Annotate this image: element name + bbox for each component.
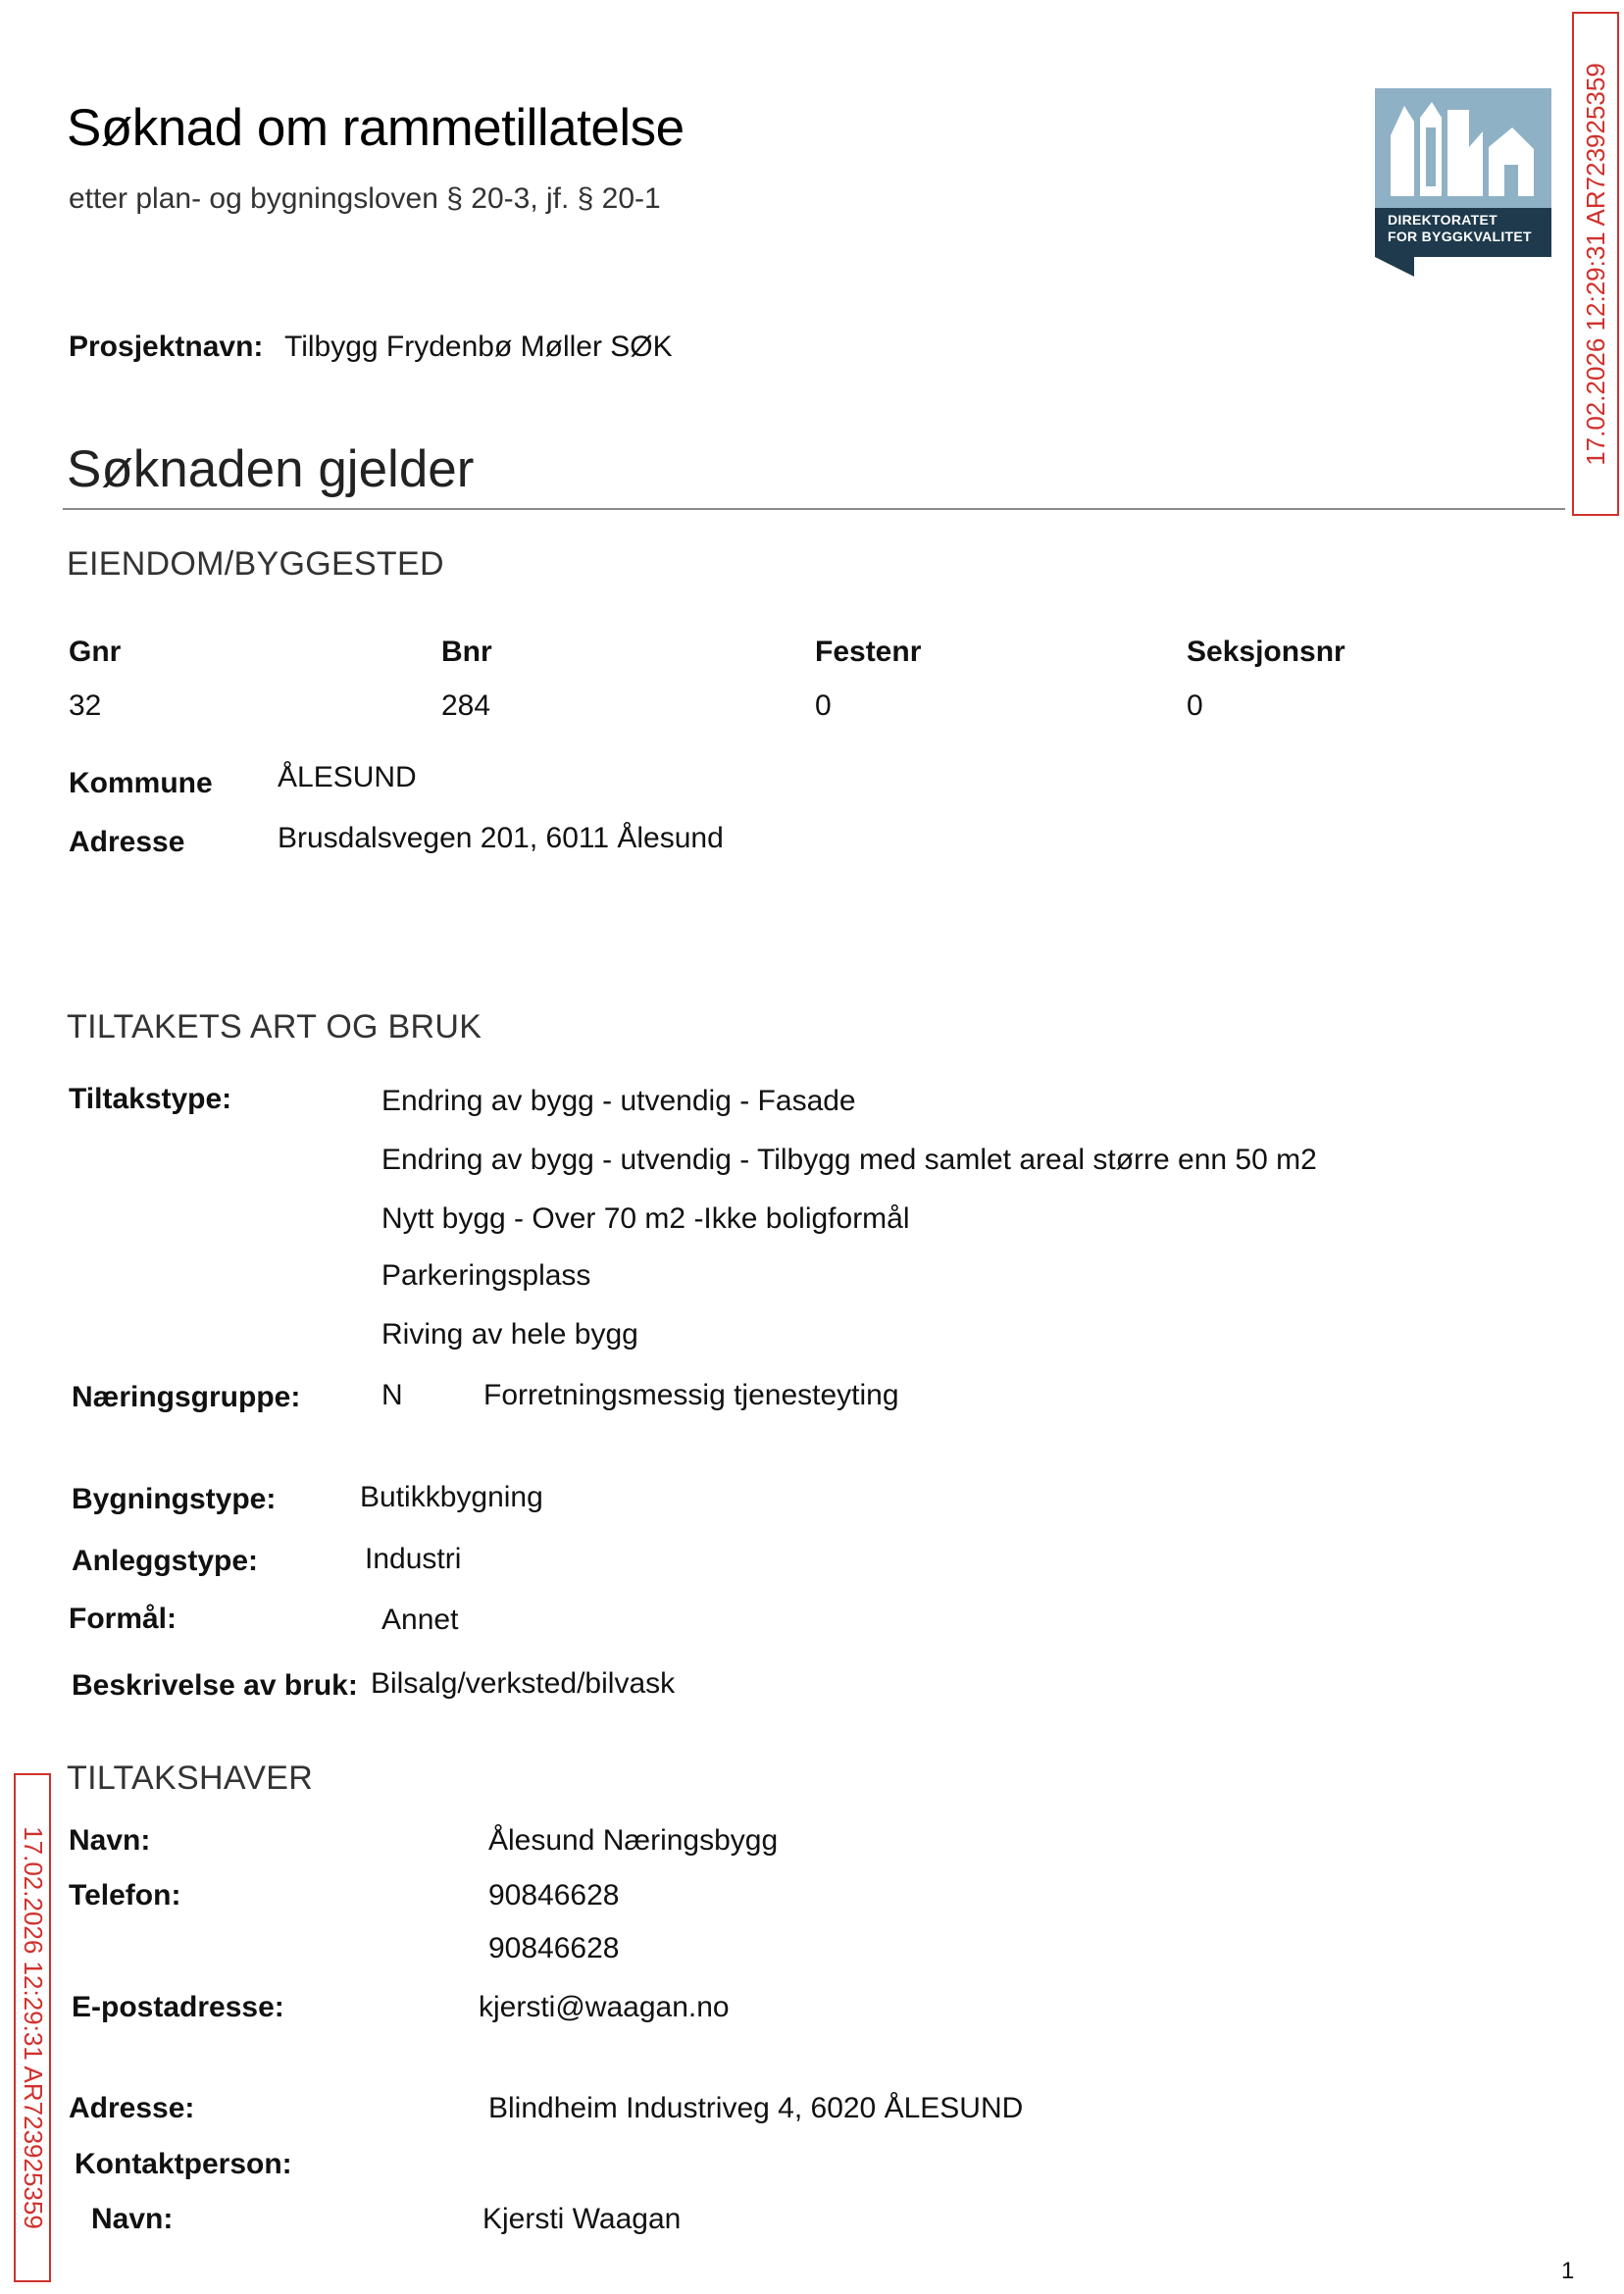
bygningstype-value: Butikkbygning (360, 1481, 543, 1513)
stamp-text: 17.02.2026 12:29:31 AR723925359 (1580, 62, 1610, 466)
bnr-value: 284 (441, 689, 491, 722)
tiltakstype-item: Parkeringsplass (381, 1259, 591, 1292)
naeringsgruppe-text: Forretningsmessig tjenesteyting (483, 1379, 899, 1411)
section-divider (63, 508, 1565, 510)
project-label: Prosjektnavn: (69, 331, 264, 363)
gnr-label: Gnr (69, 636, 122, 668)
applicant-navn-label: Navn: (69, 1824, 151, 1857)
applicant-telefon-value: 90846628 (488, 1879, 620, 1912)
logo-caption (1388, 212, 1532, 245)
naeringsgruppe-code: N (381, 1379, 403, 1411)
section-heading: Søknaden gjelder (67, 440, 475, 498)
adresse-value: Brusdalsvegen 201, 6011 Ålesund (278, 822, 724, 854)
kontakt-navn-value: Kjersti Waagan (482, 2203, 682, 2235)
naeringsgruppe-label: Næringsgruppe: (72, 1381, 301, 1413)
applicant-telefon-label: Telefon: (69, 1879, 181, 1912)
kontaktperson-label: Kontaktperson: (75, 2148, 292, 2180)
page-title: Søknad om rammetillatelse (67, 99, 685, 157)
tiltakstype-item: Endring av bygg - utvendig - Fasade (381, 1085, 856, 1117)
dibk-logo (1375, 88, 1551, 277)
property-heading: EIENDOM/BYGGESTED (67, 545, 444, 583)
beskrivelse-value: Bilsalg/verksted/bilvask (371, 1667, 676, 1700)
measure-heading: TILTAKETS ART OG BRUK (67, 1008, 482, 1045)
stamp-text: 17.02.2026 12:29:31 AR723925359 (18, 1826, 48, 2229)
tiltakstype-item: Nytt bygg - Over 70 m2 -Ikke boligformål (381, 1202, 910, 1235)
kommune-value: ÅLESUND (278, 761, 417, 793)
kontakt-navn-label: Navn: (91, 2203, 174, 2235)
page-number: 1 (1561, 2258, 1575, 2284)
logo-caption-line2: FOR BYGGKVALITET (1388, 229, 1532, 244)
adresse-label: Adresse (69, 826, 185, 858)
bnr-label: Bnr (441, 636, 492, 668)
tiltakstype-label: Tiltakstype: (69, 1083, 232, 1115)
anleggstype-label: Anleggstype: (72, 1545, 259, 1577)
applicant-epost-label: E-postadresse: (72, 1991, 284, 2023)
applicant-telefon-value: 90846628 (488, 1932, 620, 1964)
applicant-epost-value: kjersti@waagan.no (479, 1991, 730, 2023)
seksjonsnr-value: 0 (1187, 689, 1203, 722)
project-value: Tilbygg Frydenbø Møller SØK (284, 331, 673, 363)
page-subtitle: etter plan- og bygningsloven § 20-3, jf. § 20-1 (69, 182, 661, 215)
tiltakstype-item: Endring av bygg - utvendig - Tilbygg med samlet areal større enn 50 m2 (381, 1144, 1317, 1176)
applicant-heading: TILTAKSHAVER (67, 1759, 314, 1797)
applicant-navn-value: Ålesund Næringsbygg (488, 1824, 779, 1857)
timestamp-stamp-top (1572, 12, 1619, 516)
applicant-adresse-label: Adresse: (69, 2092, 195, 2124)
gnr-value: 32 (69, 689, 102, 722)
kommune-label: Kommune (69, 767, 213, 799)
formal-label: Formål: (69, 1603, 178, 1635)
logo-caption-line1: DIREKTORATET (1388, 212, 1497, 228)
timestamp-stamp-bottom (14, 1773, 51, 2282)
bygningstype-label: Bygningstype: (72, 1483, 277, 1515)
festenr-value: 0 (815, 689, 832, 722)
anleggstype-value: Industri (365, 1543, 462, 1575)
beskrivelse-label: Beskrivelse av bruk: (72, 1669, 358, 1702)
seksjonsnr-label: Seksjonsnr (1187, 636, 1345, 668)
tiltakstype-item: Riving av hele bygg (381, 1318, 638, 1351)
applicant-adresse-value: Blindheim Industriveg 4, 6020 ÅLESUND (488, 2092, 1024, 2124)
festenr-label: Festenr (815, 636, 922, 668)
formal-value: Annet (381, 1604, 459, 1636)
